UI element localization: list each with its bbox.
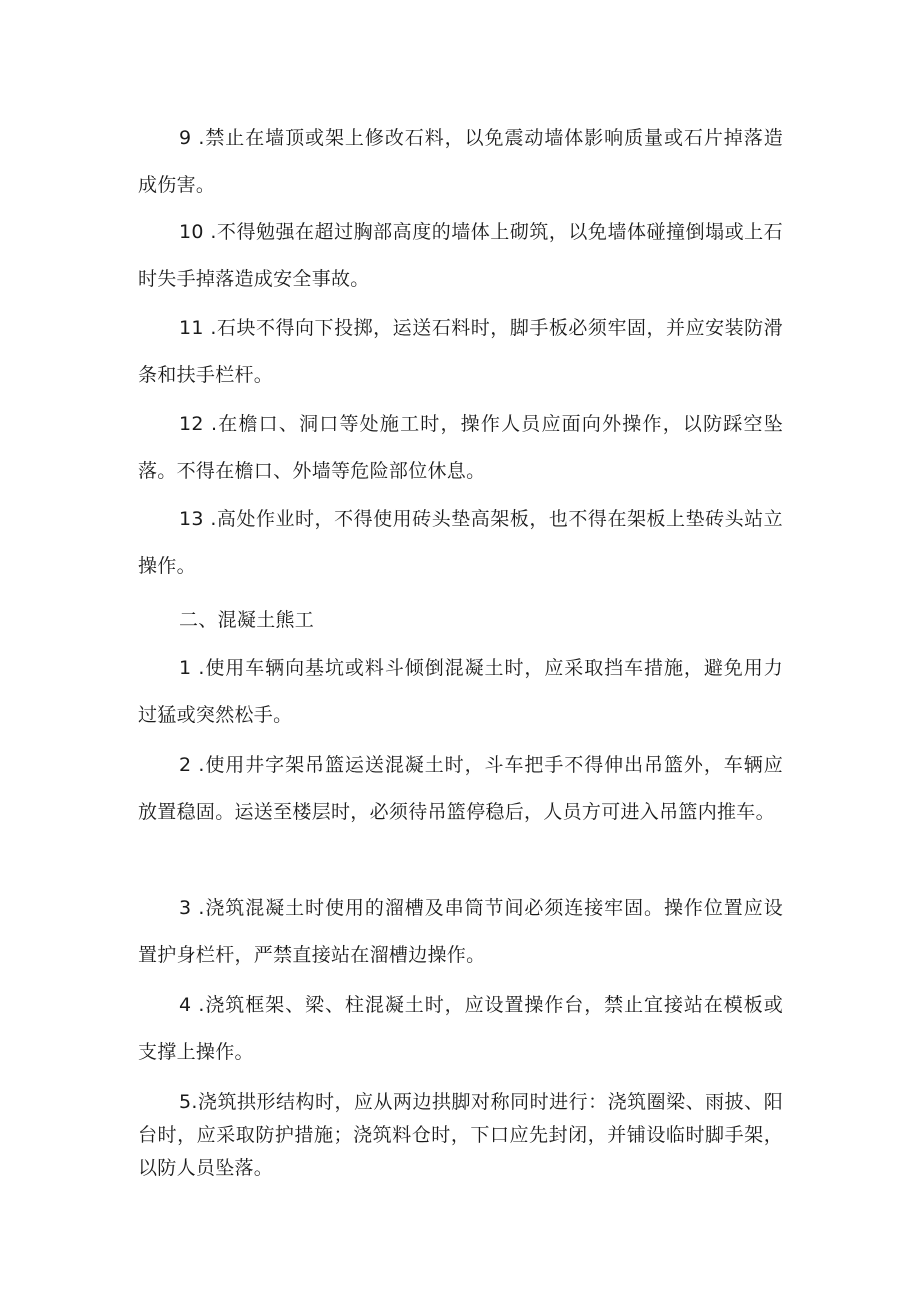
section-heading: 二、混凝土熊工: [179, 609, 315, 631]
paragraph-section-item-2: 2 .使用井字架吊篮运送混凝土时，斗车把手不得伸出吊篮外，车辆应放置稳固。运送至楼层时，必须待吊篮停稳后，人员方可进入吊篮内推车。: [138, 754, 783, 823]
paragraph-section-item-3: 3 .浇筑混凝土时使用的溜槽及串筒节间必须连接牢固。操作位置应设置护身栏杆，严禁直接站在溜槽边操作。: [138, 897, 783, 966]
paragraph-section-item-1: 1 .使用车辆向基坑或料斗倾倒混凝土时，应采取挡车措施，避免用力过猛或突然松手。: [138, 657, 783, 726]
paragraph-item-10: 10 .不得勉强在超过胸部高度的墙体上砌筑，以免墙体碰撞倒塌或上石时失手掉落造成安全事故。: [138, 221, 783, 290]
paragraph-item-9: 9 .禁止在墙顶或架上修改石料，以免震动墙体影响质量或石片掉落造成伤害。: [138, 127, 783, 196]
paragraph-item-11: 11 .石块不得向下投掷，运送石料时，脚手板必须牢固，并应安装防滑条和扶手栏杆。: [138, 317, 783, 386]
paragraph-item-13: 13 .高处作业时，不得使用砖头垫高架板，也不得在架板上垫砖头站立操作。: [138, 508, 783, 577]
paragraph-section-item-4: 4 .浇筑框架、梁、柱混凝土时，应设置操作台，禁止宜接站在模板或支撑上操作。: [138, 994, 783, 1063]
paragraph-section-item-5: 5.浇筑拱形结构时，应从两边拱脚对称同时进行：浇筑圈梁、雨披、阳台时，应采取防护措施；浇筑料仓时，下口应先封闭，并铺设临时脚手架，以防人员坠落。: [138, 1091, 783, 1179]
paragraph-item-12: 12 .在檐口、洞口等处施工时，操作人员应面向外操作，以防踩空坠落。不得在檐口、外墙等危险部位休息。: [138, 413, 783, 482]
